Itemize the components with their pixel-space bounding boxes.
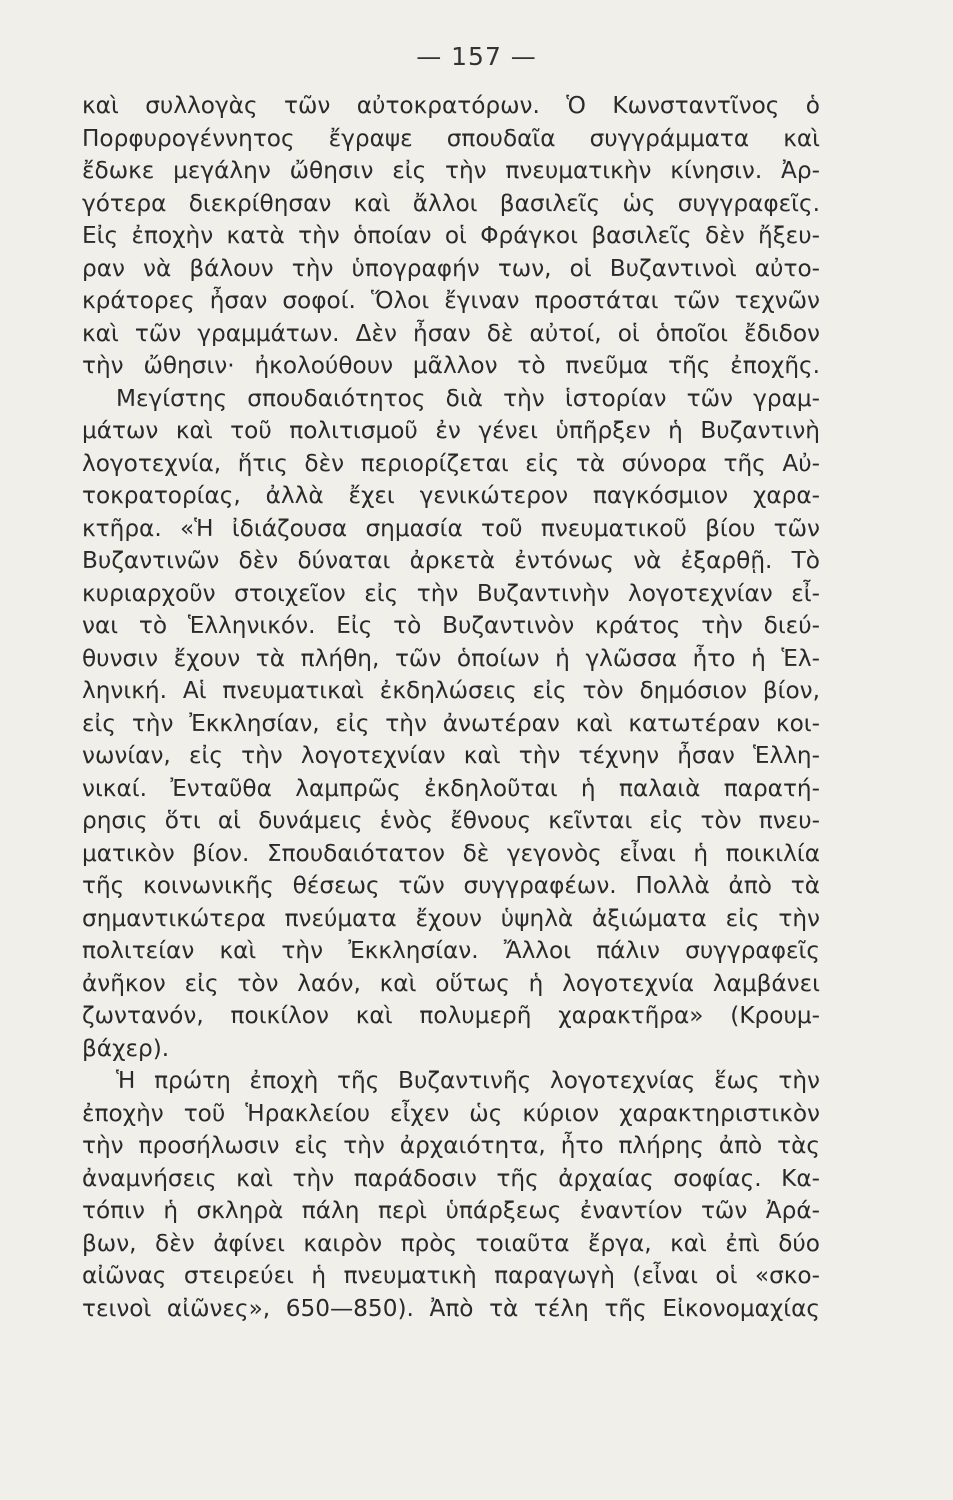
text-line: τόπιν ἡ σκληρὰ πάλη περὶ ὑπάρξεως ἐναντίον τῶν Ἀρά- [82, 1197, 820, 1224]
text-line: τὴν ὤθησιν· ἠκολούθουν μᾶλλον τὸ πνεῦμα τῆς ἐποχῆς. [82, 352, 820, 379]
text-line: Ἡ πρώτη ἐποχὴ τῆς Βυζαντινῆς λογοτεχνίας ἕως τὴν [116, 1067, 820, 1094]
text-line: ζωντανόν, ποικίλον καὶ πολυμερῆ χαρακτῆρα» (Κρουμ- [82, 1002, 820, 1029]
text-line: πολιτείαν καὶ τὴν Ἐκκλησίαν. Ἄλλοι πάλιν συγγραφεῖς [82, 937, 820, 964]
text-line: ματικὸν βίον. Σπουδαιότατον δὲ γεγονὸς εἶναι ἡ ποικιλία [82, 839, 820, 867]
text-line: τῆς κοινωνικῆς θέσεως τῶν συγγραφέων. Πολλὰ ἀπὸ τὰ [82, 872, 820, 899]
text-line: μάτων καὶ τοῦ πολιτισμοῦ ἐν γένει ὑπῆρξεν ἡ Βυζαντινὴ [82, 417, 820, 444]
text-line: νωνίαν, εἰς τὴν λογοτεχνίαν καὶ τὴν τέχνην ἦσαν Ἑλλη- [82, 742, 820, 769]
text-line: καὶ συλλογὰς τῶν αὐτοκρατόρων. Ὁ Κωνσταντῖνος ὁ [82, 92, 820, 119]
text-line: Βυζαντινῶν δὲν δύναται ἀρκετὰ ἐντόνως νὰ ἐξαρθῇ. Τὸ [82, 547, 820, 574]
text-line: Πορφυρογέννητος ἔγραψε σπουδαῖα συγγράμματα καὶ [82, 124, 820, 152]
text-line: ἀνῆκον εἰς τὸν λαόν, καὶ οὕτως ἡ λογοτεχνία λαμβάνει [82, 969, 820, 997]
body-text [82, 90, 820, 1325]
text-line: ρησις ὅτι αἱ δυνάμεις ἑνὸς ἔθνους κεῖνται εἰς τὸν πνευ- [82, 807, 820, 834]
text-line: εἰς τὴν Ἐκκλησίαν, εἰς τὴν ἀνωτέραν καὶ κατωτέραν κοι- [82, 709, 820, 737]
text-line: ληνική. Αἱ πνευματικαὶ ἐκδηλώσεις εἰς τὸν δημόσιον βίον, [82, 677, 820, 704]
text-line: Μεγίστης σπουδαιότητος διὰ τὴν ἱστορίαν τῶν γραμ- [116, 384, 820, 412]
text-line: γότερα διεκρίθησαν καὶ ἄλλοι βασιλεῖς ὡς συγγραφεῖς. [82, 189, 820, 217]
text-line: θυνσιν ἔχουν τὰ πλήθη, τῶν ὁποίων ἡ γλῶσσα ἦτο ἡ Ἑλ- [82, 644, 820, 672]
page-number: — 157 — [416, 42, 537, 71]
text-line: ἀναμνήσεις καὶ τὴν παράδοσιν τῆς ἀρχαίας σοφίας. Κα- [82, 1164, 820, 1192]
text-line: ἔδωκε μεγάλην ὤθησιν εἰς τὴν πνευματικὴν κίνησιν. Ἀρ- [82, 157, 820, 184]
text-line: νικαί. Ἐνταῦθα λαμπρῶς ἐκδηλοῦται ἡ παλαιὰ παρατή- [82, 774, 820, 802]
text-line: ραν νὰ βάλουν τὴν ὑπογραφήν των, οἱ Βυζαντινοὶ αὐτο- [82, 254, 820, 282]
text-line: κυριαρχοῦν στοιχεῖον εἰς τὴν Βυζαντινὴν λογοτεχνίαν εἶ- [82, 579, 820, 607]
text-line: βάχερ). [82, 1034, 170, 1062]
text-line: Εἰς ἐποχὴν κατὰ τὴν ὁποίαν οἱ Φράγκοι βασιλεῖς δὲν ἤξευ- [82, 222, 820, 249]
text-line: τὴν προσήλωσιν εἰς τὴν ἀρχαιότητα, ἦτο πλήρης ἀπὸ τὰς [82, 1132, 820, 1159]
text-line: τοκρατορίας, ἀλλὰ ἔχει γενικώτερον παγκόσμιον χαρα- [82, 482, 820, 509]
text-line: καὶ τῶν γραμμάτων. Δὲν ἦσαν δὲ αὐτοί, οἱ ὁποῖοι ἔδιδον [82, 319, 820, 347]
text-line: βων, δὲν ἀφίνει καιρὸν πρὸς τοιαῦτα ἔργα, καὶ ἐπὶ δύο [82, 1229, 820, 1257]
text-line: λογοτεχνία, ἥτις δὲν περιορίζεται εἰς τὰ σύνορα τῆς Αὐ- [82, 449, 820, 477]
text-line: ναι τὸ Ἑλληνικόν. Εἰς τὸ Βυζαντινὸν κράτος τὴν διεύ- [82, 612, 820, 639]
text-line: σημαντικώτερα πνεύματα ἔχουν ὑψηλὰ ἀξιώματα εἰς τὴν [82, 904, 820, 932]
text-line: ἐποχὴν τοῦ Ἡρακλείου εἶχεν ὡς κύριον χαρακτηριστικὸν [82, 1099, 820, 1127]
text-line: αἰῶνας στειρεύει ἡ πνευματικὴ παραγωγὴ (εἶναι οἱ «σκο- [82, 1262, 820, 1289]
text-line: κτῆρα. «Ἡ ἰδιάζουσα σημασία τοῦ πνευματικοῦ βίου τῶν [82, 514, 820, 542]
text-line: κράτορες ἦσαν σοφοί. Ὅλοι ἔγιναν προστάται τῶν τεχνῶν [82, 287, 820, 314]
text-line: τεινοὶ αἰῶνες», 650—850). Ἀπὸ τὰ τέλη τῆς Εἰκονομαχίας [82, 1294, 820, 1322]
